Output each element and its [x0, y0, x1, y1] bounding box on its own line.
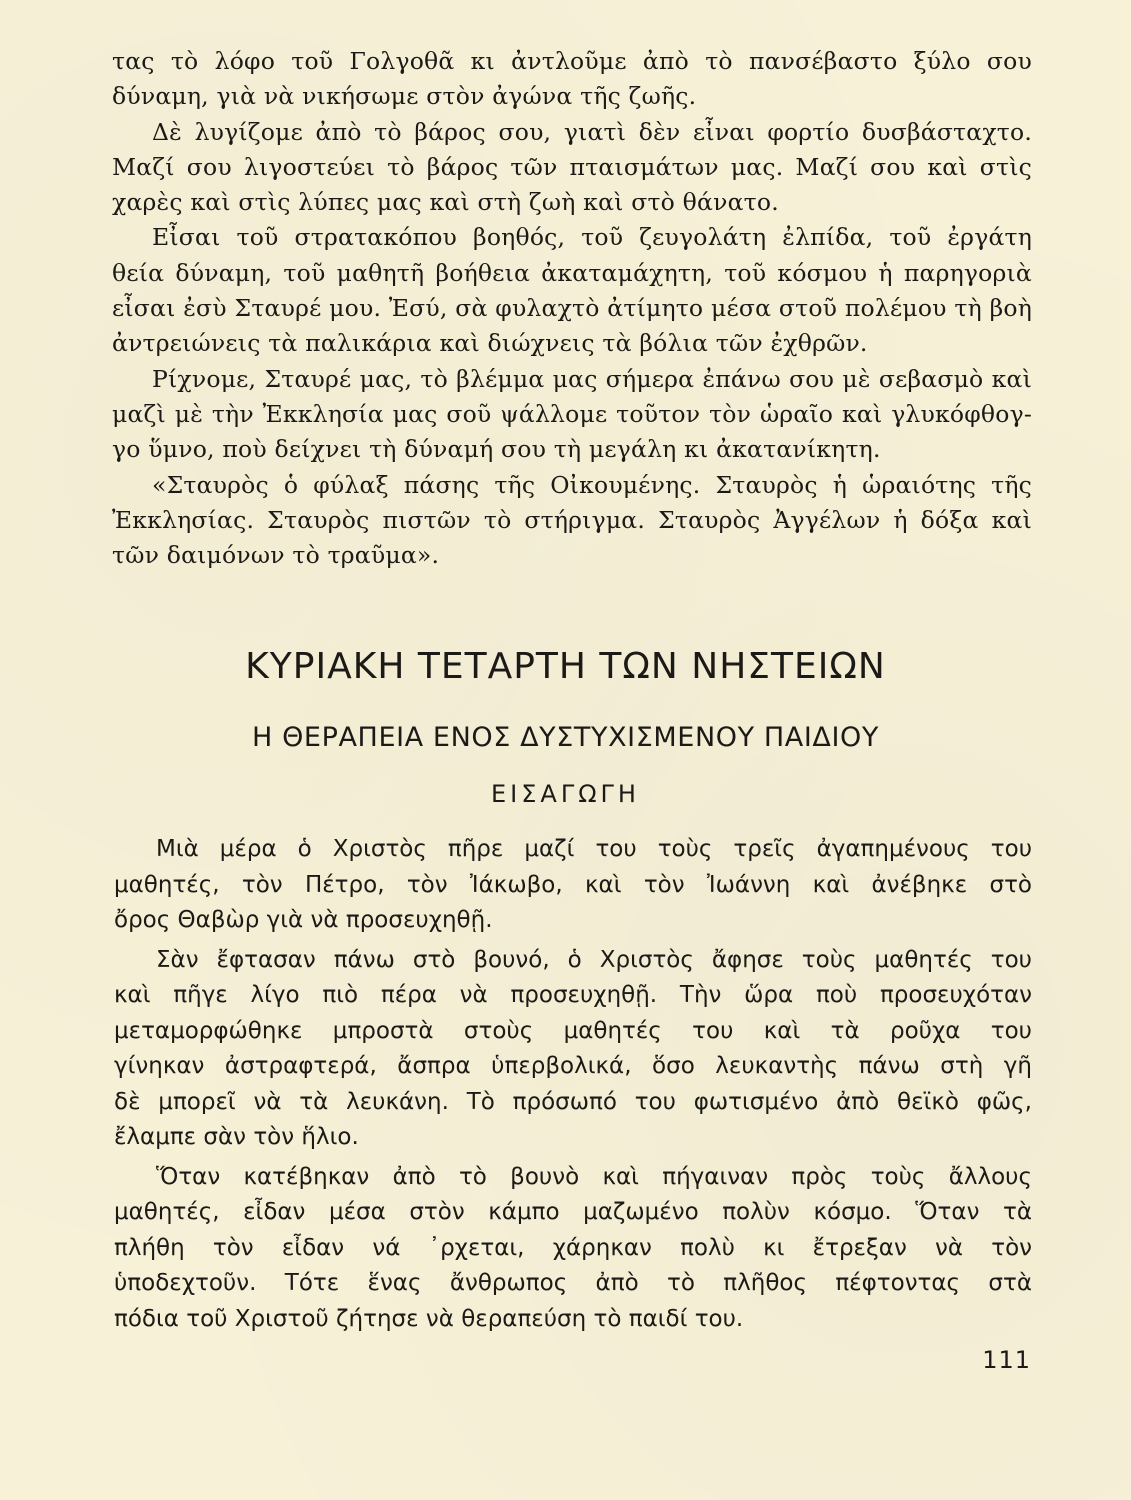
paragraph	[112, 115, 1032, 221]
text-line: πλήθη τὸν εἶδαν νά ᾽ρχεται, χάρηκαν πολὺ κι ἔτρεξαν νὰ τὸν	[114, 1234, 1032, 1261]
paragraph	[114, 943, 1032, 1156]
paragraph	[112, 44, 1032, 115]
paragraph	[114, 1160, 1032, 1338]
text-line: μεταμορφώθηκε μπροστὰ στοὺς μαθητές του καὶ τὰ ροῦχα του	[114, 1017, 1032, 1044]
text-line: ἀντρειώνεις τὰ παλικάρια καὶ διώχνεις τὰ βόλια τῶν ἐχθρῶν.	[112, 329, 868, 358]
text-line: γίνηκαν ἀστραφτερά, ἄσπρα ὑπερβολικά, ὅσο λευκαντὴς πάνω στὴ γῆ	[114, 1053, 1032, 1079]
text-line: χαρὲς καὶ στὶς λύπες μας καὶ στὴ ζωὴ καὶ στὸ θάνατο.	[112, 188, 779, 217]
text-line: Ρίχνομε, Σταυρέ μας, τὸ βλέμμα μας σήμερα ἐπάνω σου μὲ σεβασμὸ καὶ	[152, 364, 1032, 393]
text-line: Μιὰ μέρα ὁ Χριστὸς πῆρε μαζί του τοὺς τρεῖς ἀγαπημένους του	[156, 836, 1032, 862]
text-line: θεία δύναμη, τοῦ μαθητῆ βοήθεια ἀκαταμάχητη, τοῦ κόσμου ἡ παρηγοριὰ	[112, 258, 1032, 287]
chapter-subtitle: Η ΘΕΡΑΠΕΙΑ ΕΝΟΣ ΔΥΣΤΥΧΙΣΜΕΝΟΥ ΠΑΙΔΙΟΥ	[252, 722, 879, 753]
paragraph	[112, 362, 1032, 468]
text-line: Ὅταν κατέβηκαν ἀπὸ τὸ βουνὸ καὶ πήγαιναν πρὸς τοὺς ἄλλους	[156, 1163, 1032, 1190]
text-line: ὑποδεχτοῦν. Τότε ἕνας ἄνθρωπος ἀπὸ τὸ πλῆθος πέφτοντας στὰ	[114, 1270, 1032, 1296]
page-number: 111	[982, 1346, 1031, 1374]
text-line: «Σταυρὸς ὁ φύλαξ πάσης τῆς Οἰκουμένης. Σταυρὸς ἡ ὡραιότης τῆς	[152, 470, 1032, 499]
text-line: Εἶσαι τοῦ στρατακόπου βοηθός, τοῦ ζευγολάτη ἐλπίδα, τοῦ ἐργάτη	[152, 223, 1032, 252]
text-line: καὶ πῆγε λίγο πιὸ πέρα νὰ προσευχηθῇ. Τὴν ὥρα ποὺ προσευχόταν	[114, 982, 1032, 1008]
text-line: ὄρος Θαβὼρ γιὰ νὰ προσευχηθῇ.	[114, 907, 493, 933]
text-line: Μαζί σου λιγοστεύει τὸ βάρος τῶν πταισμάτων μας. Μαζί σου καὶ στὶς	[112, 152, 1032, 181]
paragraph	[112, 468, 1032, 574]
text-line: πόδια τοῦ Χριστοῦ ζήτησε νὰ θεραπεύση τὸ παιδί του.	[114, 1305, 744, 1332]
text-line: μαζὶ μὲ τὴν Ἐκκλησία μας σοῦ ψάλλομε τοῦτον τὸν ὡραῖο καὶ γλυκόφθογ-	[112, 399, 1032, 428]
text-line: εἶσαι ἐσὺ Σταυρέ μου. Ἐσύ, σὰ φυλαχτὸ ἀτίμητο μέσα στοῦ πολέμου τὴ βοὴ	[112, 294, 1032, 323]
text-line: Δὲ λυγίζομε ἀπὸ τὸ βάρος σου, γιατὶ δὲν εἶναι φορτίο δυσβάσταχτο.	[152, 117, 1032, 146]
text-line: Ἐκκλησίας. Σταυρὸς πιστῶν τὸ στήριγμα. Σταυρὸς Ἀγγέλων ἡ δόξα καὶ	[112, 505, 1032, 534]
text-line: μαθητές, εἶδαν μέσα στὸν κάμπο μαζωμένο πολὺν κόσμο. Ὅταν τὰ	[114, 1199, 1032, 1225]
section-heading: ΕΙΣΑΓΩΓΗ	[491, 780, 640, 808]
text-line: τῶν δαιμόνων τὸ τραῦμα».	[112, 541, 440, 570]
text-line: μαθητές, τὸν Πέτρο, τὸν Ἰάκωβο, καὶ τὸν Ἰωάννη καὶ ἀνέβηκε στὸ	[114, 871, 1032, 898]
chapter-title: ΚΥΡΙΑΚΗ ΤΕΤΑΡΤΗ ΤΩΝ ΝΗΣΤΕΙΩΝ	[245, 646, 886, 687]
text-line: ἔλαμπε σὰν τὸν ἥλιο.	[114, 1124, 359, 1150]
continued-text	[112, 44, 1032, 573]
text-line: Σὰν ἔφτασαν πάνω στὸ βουνό, ὁ Χριστὸς ἄφησε τοὺς μαθητές του	[156, 946, 1032, 973]
text-line: τας τὸ λόφο τοῦ Γολγοθᾶ κι ἀντλοῦμε ἀπὸ τὸ πανσέβαστο ξύλο σου	[112, 47, 1032, 75]
intro-text	[114, 832, 1032, 1337]
text-line: γο ὕμνο, ποὺ δείχνει τὴ δύναμή σου τὴ μεγάλη κι ἀκατανίκητη.	[112, 435, 881, 464]
paragraph	[114, 832, 1032, 939]
text-line: δύναμη, γιὰ νὰ νικήσωμε στὸν ἀγώνα τῆς ζωῆς.	[112, 82, 697, 111]
paragraph	[112, 220, 1032, 361]
text-line: δὲ μπορεῖ νὰ τὰ λευκάνη. Τὸ πρόσωπό του φωτισμένο ἀπὸ θεϊκὸ φῶς,	[114, 1088, 1032, 1115]
